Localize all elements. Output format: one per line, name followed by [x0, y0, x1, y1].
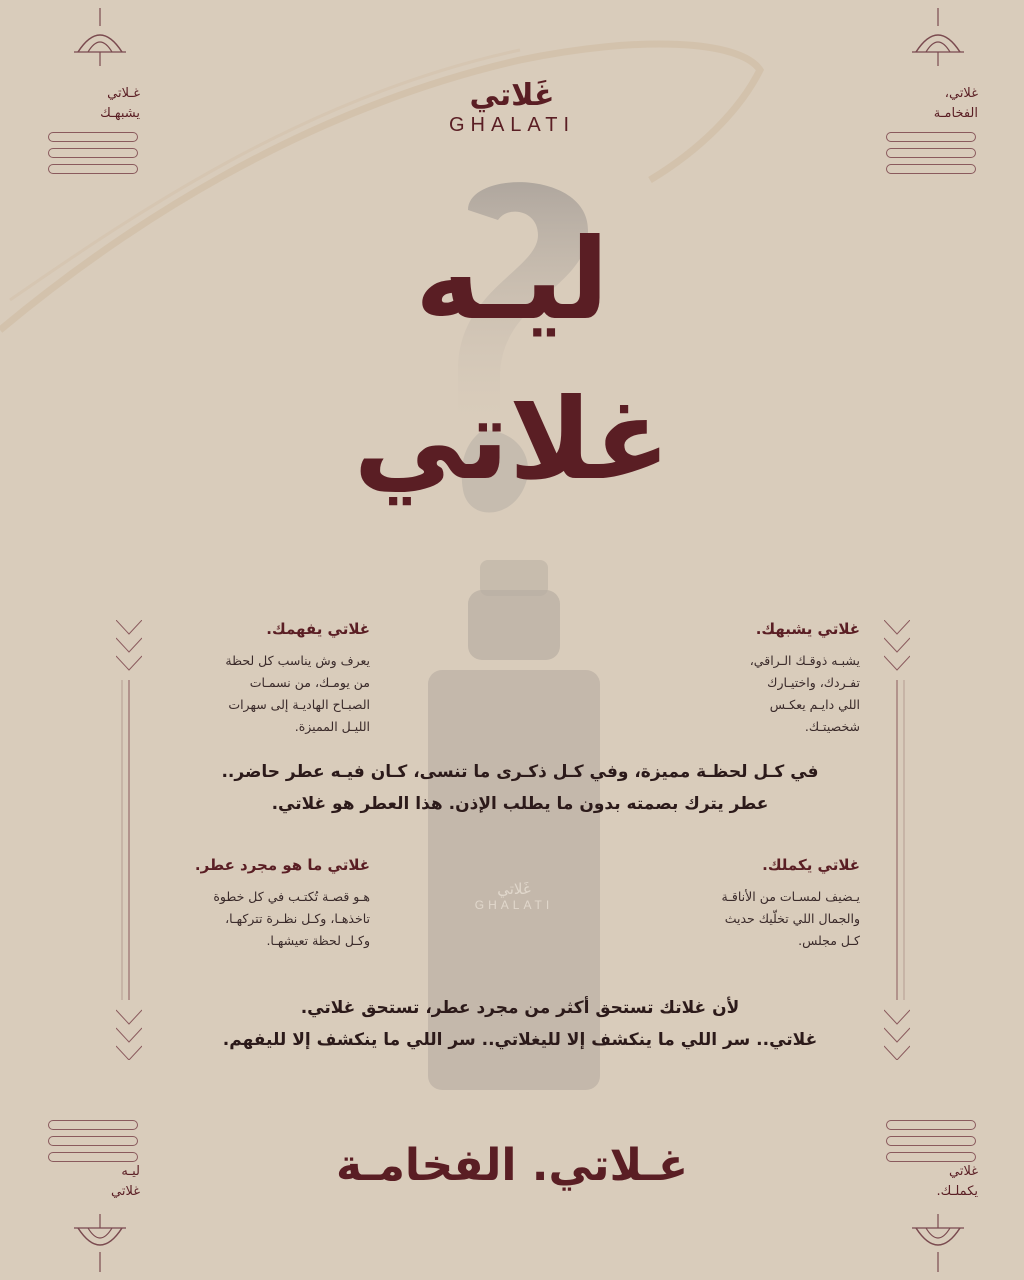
pill [886, 148, 976, 158]
feature-understands-you [170, 620, 370, 738]
feature-line: وكـل لحظة تعيشهـا. [266, 933, 370, 948]
pill [48, 1152, 138, 1162]
corner-text-bottom-left [40, 1162, 140, 1202]
middle-paragraph [200, 756, 840, 820]
bottle-label [444, 880, 584, 912]
feature-body [660, 650, 860, 738]
pill-decoration-top-right [886, 132, 976, 180]
top-right-ornament-icon [908, 8, 968, 68]
left-side-decoration [116, 620, 142, 1060]
feature-line: شخصيتـك. [804, 719, 860, 734]
paragraph-line: عطر يترك بصمته بدون ما يطلب الإذن. هذا العطر هو غلاتي. [271, 794, 769, 814]
headline-line-1: ليـه [415, 215, 609, 345]
feature-line: يعرف وش يناسب كل لحظة [225, 653, 370, 668]
top-left-ornament-icon [70, 8, 130, 68]
brand-logo [412, 80, 612, 137]
feature-title: غلاتي يكملك. [762, 856, 860, 874]
pill [886, 1120, 976, 1130]
pill [48, 132, 138, 142]
feature-line: من يومـك، من نسمـات [249, 675, 370, 690]
feature-line: يشبـه ذوقـك الـراقي، [749, 653, 860, 668]
pill [48, 1136, 138, 1146]
corner-line: غـلاتي [107, 86, 140, 101]
feature-body [660, 886, 860, 952]
corner-line: غلاتي [110, 1184, 140, 1199]
headline-line-2: غلاتي [353, 375, 671, 505]
pill [886, 1136, 976, 1146]
feature-title: غلاتي يشبهك. [755, 620, 860, 638]
paragraph-line: في كـل لحظـة مميزة، وفي كـل ذكـرى ما تنسى، كـان فيـه عطر حاضر.. [221, 762, 819, 782]
corner-text-bottom-right [878, 1162, 978, 1202]
pill-decoration-bottom-left [48, 1120, 138, 1168]
feature-resembles-you [660, 620, 860, 738]
corner-line: يشبهـك [100, 106, 140, 121]
corner-text-top-right [878, 84, 978, 124]
feature-line: تفـردك، واختيـارك [767, 675, 860, 690]
corner-text-top-left [40, 84, 140, 124]
feature-line: الصبـاح الهاديـة إلى سهرات [228, 697, 370, 712]
footer-title: غـلاتي. الفخامـة [335, 1140, 689, 1191]
feature-title: غلاتي ما هو مجرد عطر. [194, 856, 370, 874]
pill [886, 164, 976, 174]
pill-decoration-bottom-right [886, 1120, 976, 1168]
feature-line: هـو قصـة تُكتـب في كل خطوة [213, 889, 370, 904]
feature-title: غلاتي يفهمك. [266, 620, 370, 638]
feature-body [140, 886, 370, 952]
pill-decoration-top-left [48, 132, 138, 180]
corner-line: يكملـك. [936, 1184, 978, 1199]
corner-line: الفخامـة [933, 106, 978, 121]
corner-line: غلاتي [948, 1164, 978, 1179]
pill [886, 132, 976, 142]
feature-line: والجمال اللي تخلّيك حديث [724, 911, 860, 926]
feature-completes-you [660, 856, 860, 952]
feature-body [170, 650, 370, 738]
closing-paragraph [150, 992, 890, 1056]
feature-line: يـضيف لمسـات من الأناقـة [721, 889, 860, 904]
pill [48, 1120, 138, 1130]
bottom-left-ornament-icon [70, 1212, 130, 1272]
bottom-right-ornament-icon [908, 1212, 968, 1272]
corner-line: ليـه [121, 1164, 140, 1179]
feature-line: تاخذهـا، وكـل نظـرة تتركهـا، [225, 911, 370, 926]
pill [48, 148, 138, 158]
feature-line: الليـل المميزة. [294, 719, 370, 734]
paragraph-line: غلاتي.. سر اللي ما ينكشف إلا لليغلاتي.. سر اللي ما ينكشف إلا لليفهم. [222, 1030, 818, 1050]
feature-more-than-perfume [140, 856, 370, 952]
pill [886, 1152, 976, 1162]
feature-line: كـل مجلس. [798, 933, 860, 948]
brand-name-arabic: غَلاتي [469, 78, 555, 113]
feature-line: اللي دايـم يعكـس [769, 697, 860, 712]
corner-line: غلاتي، [944, 86, 978, 101]
paragraph-line: لأن غلاتك تستحق أكثر من مجرد عطر، تستحق غلاتي. [300, 998, 740, 1018]
brand-name-english: GHALATI [448, 114, 576, 136]
bottle-label-arabic: غَلاتي [497, 880, 531, 898]
pill [48, 164, 138, 174]
bottle-label-english: GHALATI [474, 898, 554, 912]
